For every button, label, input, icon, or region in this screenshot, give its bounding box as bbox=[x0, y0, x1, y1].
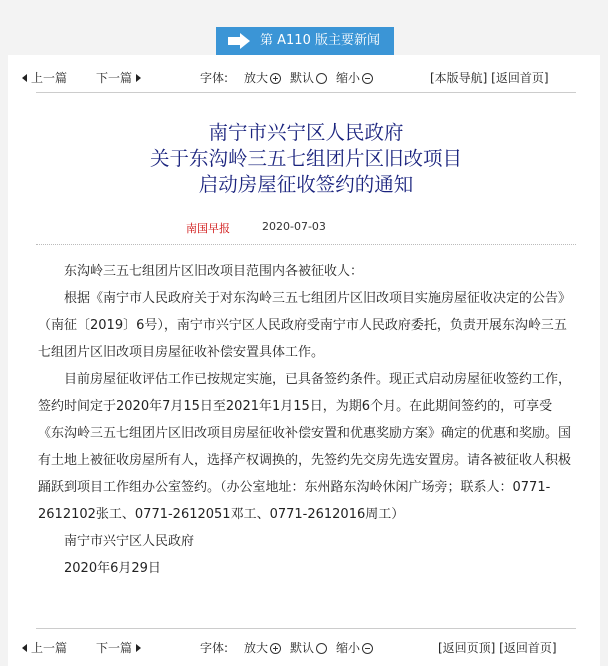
font-size-label: 字体: bbox=[200, 71, 229, 85]
article-body bbox=[38, 258, 578, 582]
page-nav-links[interactable]: [本版导航] [返回首页] bbox=[430, 71, 549, 85]
body-paragraph: 根据《南宁市人民政府关于对东沟岭三五七组团片区旧改项目实施房屋征收决定的公告》（南征〔2019〕6号），南宁市兴宁区人民政府受南宁市人民政府委托，负责开展东沟岭三五七组团片区旧改项目房屋征收补偿安置具体工作。 bbox=[38, 291, 572, 360]
zoom-in-button[interactable]: 放大 bbox=[244, 67, 281, 89]
minus-circle-icon bbox=[362, 73, 373, 84]
circle-icon bbox=[316, 73, 327, 84]
article-title-line2: 关于东沟岭三五七组团片区旧改项目 bbox=[149, 147, 462, 170]
page-banner[interactable] bbox=[216, 27, 394, 55]
next-article-link[interactable]: 下一篇 bbox=[96, 67, 141, 89]
zoom-out-button[interactable]: 缩小 bbox=[336, 67, 373, 89]
default-size-button[interactable]: 默认 bbox=[290, 637, 327, 659]
body-paragraph: 东沟岭三五七组团片区旧改项目范围内各被征收人： bbox=[64, 264, 364, 279]
arrow-right-icon bbox=[226, 32, 252, 50]
article-title-line1: 南宁市兴宁区人民政府 bbox=[208, 121, 404, 144]
prev-article-link[interactable]: 上一篇 bbox=[22, 67, 67, 89]
next-article-link[interactable]: 下一篇 bbox=[96, 637, 141, 659]
body-paragraph: 目前房屋征收评估工作已按规定实施，已具备签约条件。现正式启动房屋征收签约工作，签约时间定于2020年7月15日至2021年1月15日，为期6个月。在此期间签约的，可享受《东沟岭三五七组团片区旧改项目房屋征收补偿安置和优惠奖励方案》确定的优惠和奖励。国有土地上被征收房屋所有人，选择产权调换的，先签约先交房先选安置房。请各被征收人积极踊跃到项目工作组办公室签约。（办公室地址：东州路东沟岭休闲广场旁；联系人：0771-2612102张工、0771-2612051邓工、0771-2612016周工） bbox=[38, 372, 572, 522]
minus-circle-icon bbox=[362, 643, 373, 654]
bottom-divider bbox=[36, 628, 576, 629]
top-toolbar bbox=[8, 67, 600, 89]
page-nav-links[interactable]: [返回页顶] [返回首页] bbox=[438, 641, 557, 655]
zoom-in-button[interactable]: 放大 bbox=[244, 637, 281, 659]
article-date: 2020-07-03 bbox=[262, 220, 326, 233]
plus-circle-icon bbox=[270, 73, 281, 84]
prev-article-link[interactable]: 上一篇 bbox=[22, 637, 67, 659]
banner-label: 第 A110 版主要新闻 bbox=[260, 33, 380, 48]
signature-org: 南宁市兴宁区人民政府 bbox=[64, 534, 195, 549]
circle-icon bbox=[316, 643, 327, 654]
zoom-out-button[interactable]: 缩小 bbox=[336, 637, 373, 659]
caret-right-icon bbox=[136, 644, 141, 652]
caret-left-icon bbox=[22, 644, 27, 652]
article-title-line3: 启动房屋征收签约的通知 bbox=[198, 173, 414, 196]
caret-left-icon bbox=[22, 74, 27, 82]
signature-date: 2020年6月29日 bbox=[64, 561, 161, 576]
meta-divider bbox=[36, 244, 576, 245]
caret-right-icon bbox=[136, 74, 141, 82]
font-size-label: 字体: bbox=[200, 641, 229, 655]
article-source: 南国早报 bbox=[186, 222, 230, 235]
plus-circle-icon bbox=[270, 643, 281, 654]
default-size-button[interactable]: 默认 bbox=[290, 67, 327, 89]
top-divider bbox=[36, 92, 576, 93]
bottom-toolbar bbox=[8, 637, 600, 659]
